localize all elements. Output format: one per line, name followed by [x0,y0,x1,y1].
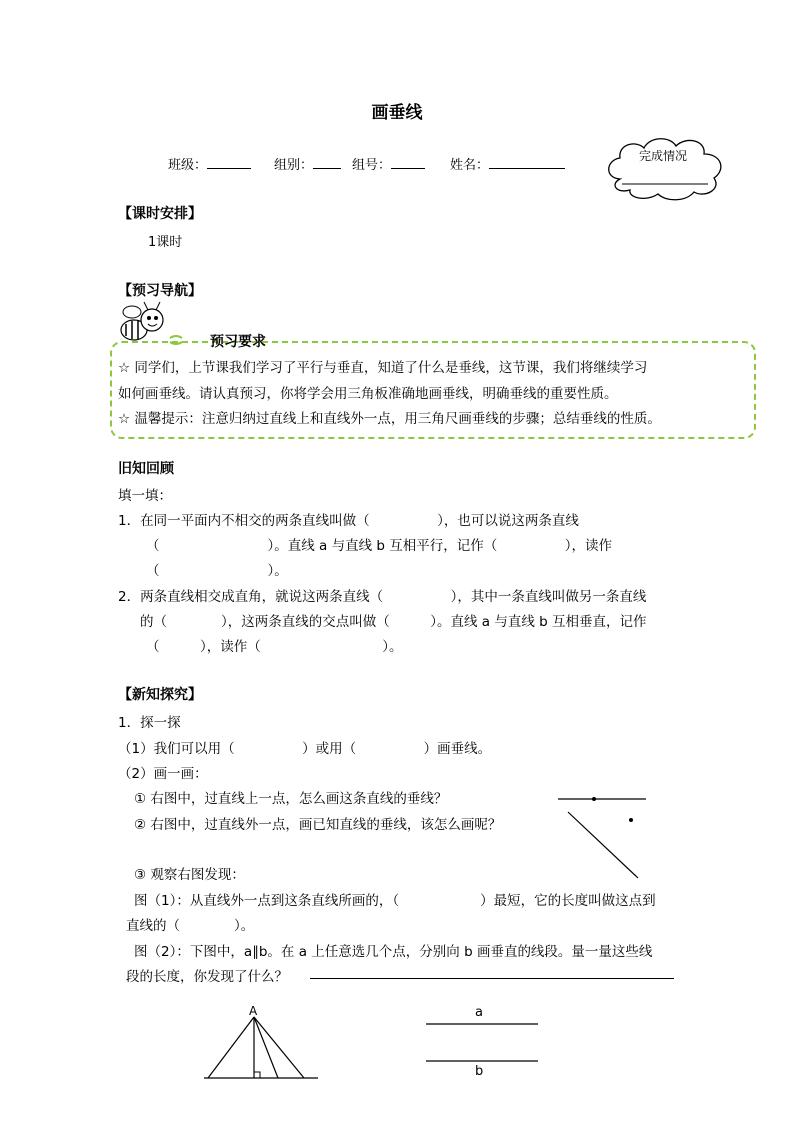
class-blank[interactable] [207,156,251,169]
preview-line-1: ☆ 同学们，上节课我们学习了平行与垂直，知道了什么是垂线，这节课，我们将继续学习 [118,360,648,376]
parallel-figure [420,1018,544,1066]
class-label: 班级： [168,158,208,173]
explore-line-7: 图（1）：从直线外一点到这条直线所画的，（ ）最短，它的长度叫做这点到 [134,893,656,909]
review-line-1: 1．在同一平面内不相交的两条直线叫做（ ），也可以说这两条直线 [118,513,579,529]
page-title: 画垂线 [371,103,423,123]
group-field [274,154,341,173]
name-label: 姓名： [450,158,490,173]
explore-line-1: 1．探一探 [118,715,181,731]
name-blank[interactable] [489,156,565,169]
schedule-text: 1课时 [148,235,183,250]
bee-icon [112,300,192,350]
number-blank[interactable] [391,156,425,169]
completion-label: 完成情况 [639,149,688,163]
preview-box-title: 预习要求 [210,334,266,350]
class-field [168,154,251,173]
explore-line-6: ③ 观察右图发现： [134,867,245,883]
group-blank[interactable] [313,156,341,169]
label-A: A [249,1004,258,1018]
number-label: 组号： [352,158,392,173]
review-line-3: （ ）。 [146,563,288,579]
preview-line-3: ☆ 温馨提示：注意归纳过直线上和直线外一点，用三角尺画垂线的步骤；总结垂线的性质。 [118,411,661,427]
review-heading: 旧知回顾 [118,461,174,477]
explore-line-9: 图（2）：下图中，a∥b。在 a 上任意选几个点，分别向 b 画垂直的线段。量一量这些线 [134,944,653,960]
answer-line[interactable] [310,978,674,979]
explore-line-5: ② 右图中，过直线外一点，画已知直线的垂线，该怎么画呢？ [134,817,502,833]
explore-line-2: （1）我们可以用（ ）或用（ ）画垂线。 [118,741,492,757]
name-field [450,154,565,173]
review-sub: 填一填： [118,488,172,504]
explore-line-3: （2）画一画： [118,766,208,782]
label-a: a [475,1005,483,1020]
review-line-6: （ ），读作（ ）。 [146,639,403,655]
review-line-5: 的（ ），这两条直线的交点叫做（ ）。直线 a 与直线 b 互相垂直，记作 [140,614,647,630]
preview-heading: 【预习导航】 [118,283,202,299]
completion-cloud [600,134,732,204]
triangle-figure [200,1003,322,1085]
schedule-heading: 【课时安排】 [118,206,202,222]
explore-line-10: 段的长度，你发现了什么？ [126,969,288,985]
explore-heading: 【新知探究】 [118,687,202,703]
explore-line-8: 直线的（ ）。 [126,918,255,934]
preview-line-2: 如何画垂线。请认真预习，你将学会用三角板准确地画垂线，明确垂线的重要性质。 [118,386,618,402]
review-line-4: 2．两条直线相交成直角，就说这两条直线（ ），其中一条直线叫做另一条直线 [118,589,647,605]
group-label: 组别： [274,158,314,173]
review-line-2: （ ）。直线 a 与直线 b 互相平行，记作（ ），读作 [146,538,613,554]
number-field [352,154,425,173]
line-point-figure [550,790,660,886]
label-b: b [475,1064,484,1079]
explore-line-4: ① 右图中，过直线上一点，怎么画这条直线的垂线？ [134,791,448,807]
